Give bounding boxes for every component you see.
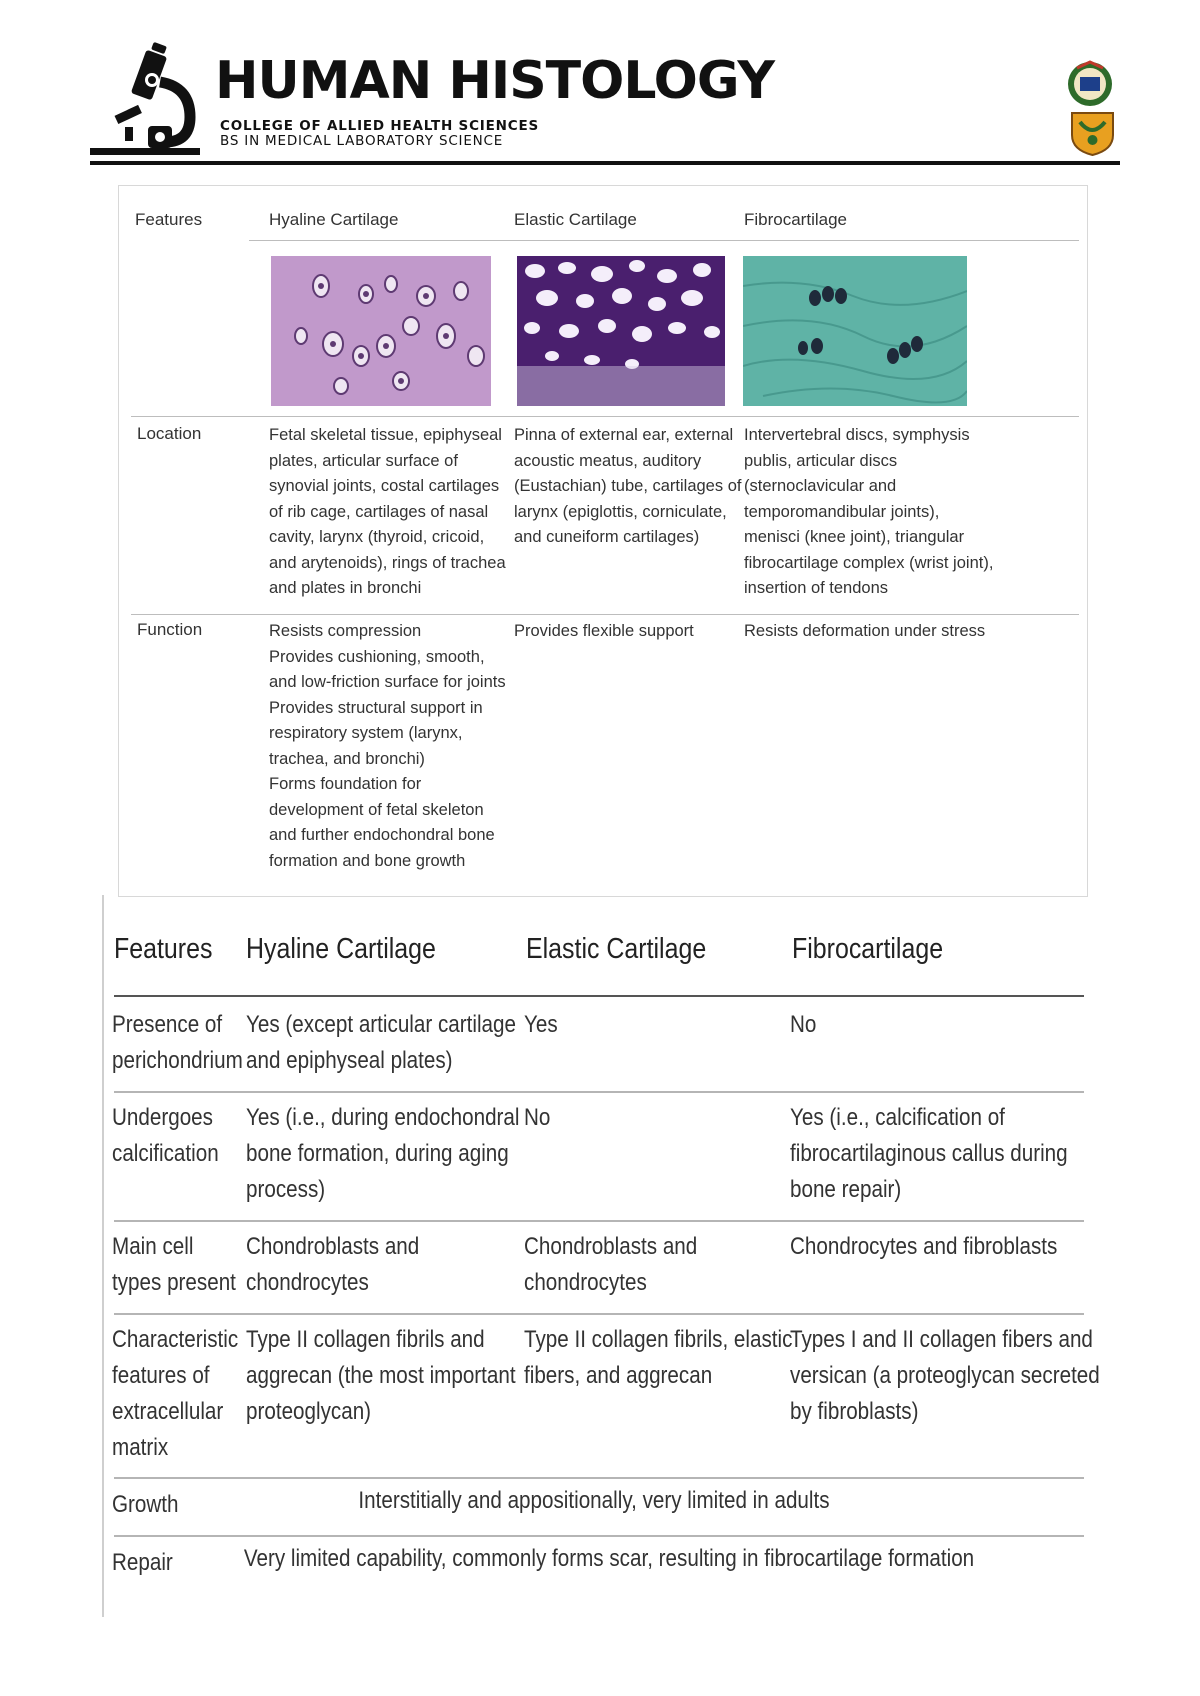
header-elastic: Elastic Cartilage xyxy=(514,210,637,229)
cell-types-elastic-cell xyxy=(524,1229,697,1301)
repair-cell: Very limited capability, commonly forms scar, resulting in fibrocartilage formation xyxy=(243,1545,975,1572)
row-label-calcification xyxy=(112,1100,219,1172)
cell-line: Type II collagen fibrils, elastic xyxy=(524,1326,793,1353)
cell-line: and epiphyseal plates) xyxy=(246,1047,453,1074)
row-divider xyxy=(131,614,1079,615)
cartilage-table-bottom xyxy=(104,895,1100,1617)
function-hyaline-cell xyxy=(269,619,509,874)
cell-line: publis, articular discs xyxy=(744,451,898,470)
perichondrium-fibro-cell xyxy=(790,1007,816,1043)
row-divider xyxy=(114,1220,1084,1222)
cell-line: matrix xyxy=(112,1434,169,1461)
location-hyaline-cell xyxy=(269,423,509,602)
cell-line: fibers, and aggrecan xyxy=(524,1362,713,1389)
cell-line: (Eustachian) tube, cartilages of xyxy=(514,477,742,495)
cell-line: aggrecan (the most important xyxy=(246,1362,516,1389)
cell-line: Provides cushioning, smooth, xyxy=(269,647,485,666)
function-fibro-cell xyxy=(744,619,1084,645)
perichondrium-hyaline-cell xyxy=(246,1007,516,1079)
cell-line: Resists compression xyxy=(269,622,422,640)
cell-types-fibro-cell xyxy=(790,1229,1057,1265)
row-label-cell-types xyxy=(112,1229,236,1301)
cell-line: Yes (except articular cartilage xyxy=(246,1011,516,1038)
cell-line: insertion of tendons xyxy=(744,579,889,597)
cell-line: temporomandibular joints), xyxy=(744,502,940,521)
cell-line: extracellular xyxy=(112,1398,224,1425)
page-header xyxy=(90,40,1120,165)
cell-line: respiratory system (larynx, xyxy=(269,724,463,742)
cartilage-table-top xyxy=(118,185,1088,897)
row-divider xyxy=(114,1313,1084,1315)
row-divider xyxy=(131,416,1079,417)
cell-line: formation and bone growth xyxy=(269,851,466,870)
cell-line: plates, articular surface of xyxy=(269,451,458,470)
microscope-logo-icon xyxy=(90,42,210,160)
header-divider xyxy=(90,161,1120,165)
cell-line: Characteristic xyxy=(112,1326,239,1353)
cell-types-hyaline-cell xyxy=(246,1229,419,1301)
row-label-location: Location xyxy=(137,424,202,443)
cell-line: larynx (epiglottis, corniculate, xyxy=(514,502,727,521)
cell-line: and further endochondral bone xyxy=(269,826,495,844)
cell-line: and cuneiform cartilages) xyxy=(514,528,700,546)
cell-line: Chondrocytes and fibroblasts xyxy=(790,1233,1058,1260)
cell-line: calcification xyxy=(112,1140,219,1167)
cell-line: proteoglycan) xyxy=(246,1398,372,1425)
header-hyaline: Hyaline Cartilage xyxy=(246,933,436,965)
cell-line: and plates in bronchi xyxy=(269,579,422,597)
row-divider xyxy=(114,1535,1084,1537)
cell-line: by fibroblasts) xyxy=(790,1398,919,1425)
cell-line: Yes (i.e., calcification of xyxy=(790,1104,1005,1131)
matrix-hyaline-cell xyxy=(246,1322,516,1430)
program-subtitle: BS IN MEDICAL LABORATORY SCIENCE xyxy=(220,133,504,149)
cell-line: cavity, larynx (thyroid, cricoid, xyxy=(269,528,485,546)
cell-line: fibrocartilage complex (wrist joint), xyxy=(744,553,994,572)
cell-line: Yes xyxy=(524,1011,558,1038)
location-elastic-cell xyxy=(514,423,744,551)
cell-line: Intervertebral discs, symphysis xyxy=(744,426,970,444)
cell-line: Presence of xyxy=(112,1011,223,1038)
cell-line: bone repair) xyxy=(790,1176,902,1203)
cell-line: Forms foundation for xyxy=(269,775,422,793)
header-hyaline: Hyaline Cartilage xyxy=(269,210,399,229)
table-left-border xyxy=(102,895,104,1617)
perichondrium-elastic-cell xyxy=(524,1007,558,1043)
row-label-growth: Growth xyxy=(112,1491,179,1518)
cell-line: (sternoclavicular and xyxy=(744,477,897,495)
header-features: Features xyxy=(114,933,213,965)
row-divider xyxy=(114,1477,1084,1479)
function-elastic-cell xyxy=(514,619,744,645)
row-divider xyxy=(114,1091,1084,1093)
cell-line: chondrocytes xyxy=(246,1269,369,1296)
calcification-elastic-cell xyxy=(524,1100,550,1136)
cell-line: development of fetal skeleton xyxy=(269,800,484,819)
cell-line: types present xyxy=(112,1269,236,1296)
calcification-fibro-cell xyxy=(790,1100,1068,1208)
cell-line: trachea, and bronchi) xyxy=(269,749,425,768)
cell-line: Provides flexible support xyxy=(514,622,694,640)
header-elastic: Elastic Cartilage xyxy=(526,933,707,965)
elastic-cartilage-micrograph xyxy=(517,256,725,406)
cell-line: Chondroblasts and xyxy=(246,1233,420,1260)
header-features: Features xyxy=(135,210,203,229)
cell-line: Fetal skeletal tissue, epiphyseal xyxy=(269,426,502,444)
fibrocartilage-micrograph xyxy=(743,256,967,406)
cell-line: of rib cage, cartilages of nasal xyxy=(269,502,489,521)
header-divider xyxy=(114,995,1084,997)
cell-line: No xyxy=(790,1011,817,1038)
cell-line: menisci (knee joint), triangular xyxy=(744,528,965,546)
page-title: HUMAN HISTOLOGY xyxy=(215,51,775,111)
row-label-repair: Repair xyxy=(112,1549,173,1576)
cell-line: and low-friction surface for joints xyxy=(269,673,506,691)
row-label-matrix xyxy=(112,1322,238,1466)
calcification-hyaline-cell xyxy=(246,1100,519,1208)
cell-line: bone formation, during aging xyxy=(246,1140,509,1167)
cell-line: Chondroblasts and xyxy=(524,1233,698,1260)
cell-line: Yes (i.e., during endochondral xyxy=(246,1104,520,1131)
college-subtitle: COLLEGE OF ALLIED HEALTH SCIENCES xyxy=(220,118,539,134)
college-shield-icon xyxy=(1070,110,1115,156)
growth-cell: Interstitially and appositionally, very limited in adults xyxy=(358,1487,830,1514)
cell-line: perichondrium xyxy=(112,1047,243,1074)
hyaline-cartilage-micrograph xyxy=(271,256,491,406)
cell-line: No xyxy=(524,1104,551,1131)
cell-line: Types I and II collagen fibers and xyxy=(790,1326,1093,1353)
cell-line: fibrocartilaginous callus during xyxy=(790,1140,1068,1167)
cell-line: Undergoes xyxy=(112,1104,213,1131)
header-fibro: Fibrocartilage xyxy=(744,210,847,229)
cell-line: synovial joints, costal cartilages xyxy=(269,477,500,495)
cell-line: and arytenoids), rings of trachea xyxy=(269,553,506,572)
cell-line: features of xyxy=(112,1362,210,1389)
cell-line: versican (a proteoglycan secreted xyxy=(790,1362,1100,1389)
header-divider xyxy=(249,240,1079,241)
matrix-fibro-cell xyxy=(790,1322,1100,1430)
row-label-function: Function xyxy=(137,620,203,639)
cell-line: process) xyxy=(246,1176,326,1203)
cell-line: Type II collagen fibrils and xyxy=(246,1326,485,1353)
university-seal-icon xyxy=(1065,60,1115,108)
cell-line: Pinna of external ear, external xyxy=(514,426,734,444)
location-fibro-cell xyxy=(744,423,1084,602)
matrix-elastic-cell xyxy=(524,1322,792,1394)
cell-line: Resists deformation under stress xyxy=(744,622,986,640)
cell-line: acoustic meatus, auditory xyxy=(514,451,702,470)
cell-line: Main cell xyxy=(112,1233,194,1260)
header-fibro: Fibrocartilage xyxy=(792,933,944,965)
cell-line: Provides structural support in xyxy=(269,698,483,717)
row-label-perichondrium xyxy=(112,1007,243,1079)
cell-line: chondrocytes xyxy=(524,1269,647,1296)
